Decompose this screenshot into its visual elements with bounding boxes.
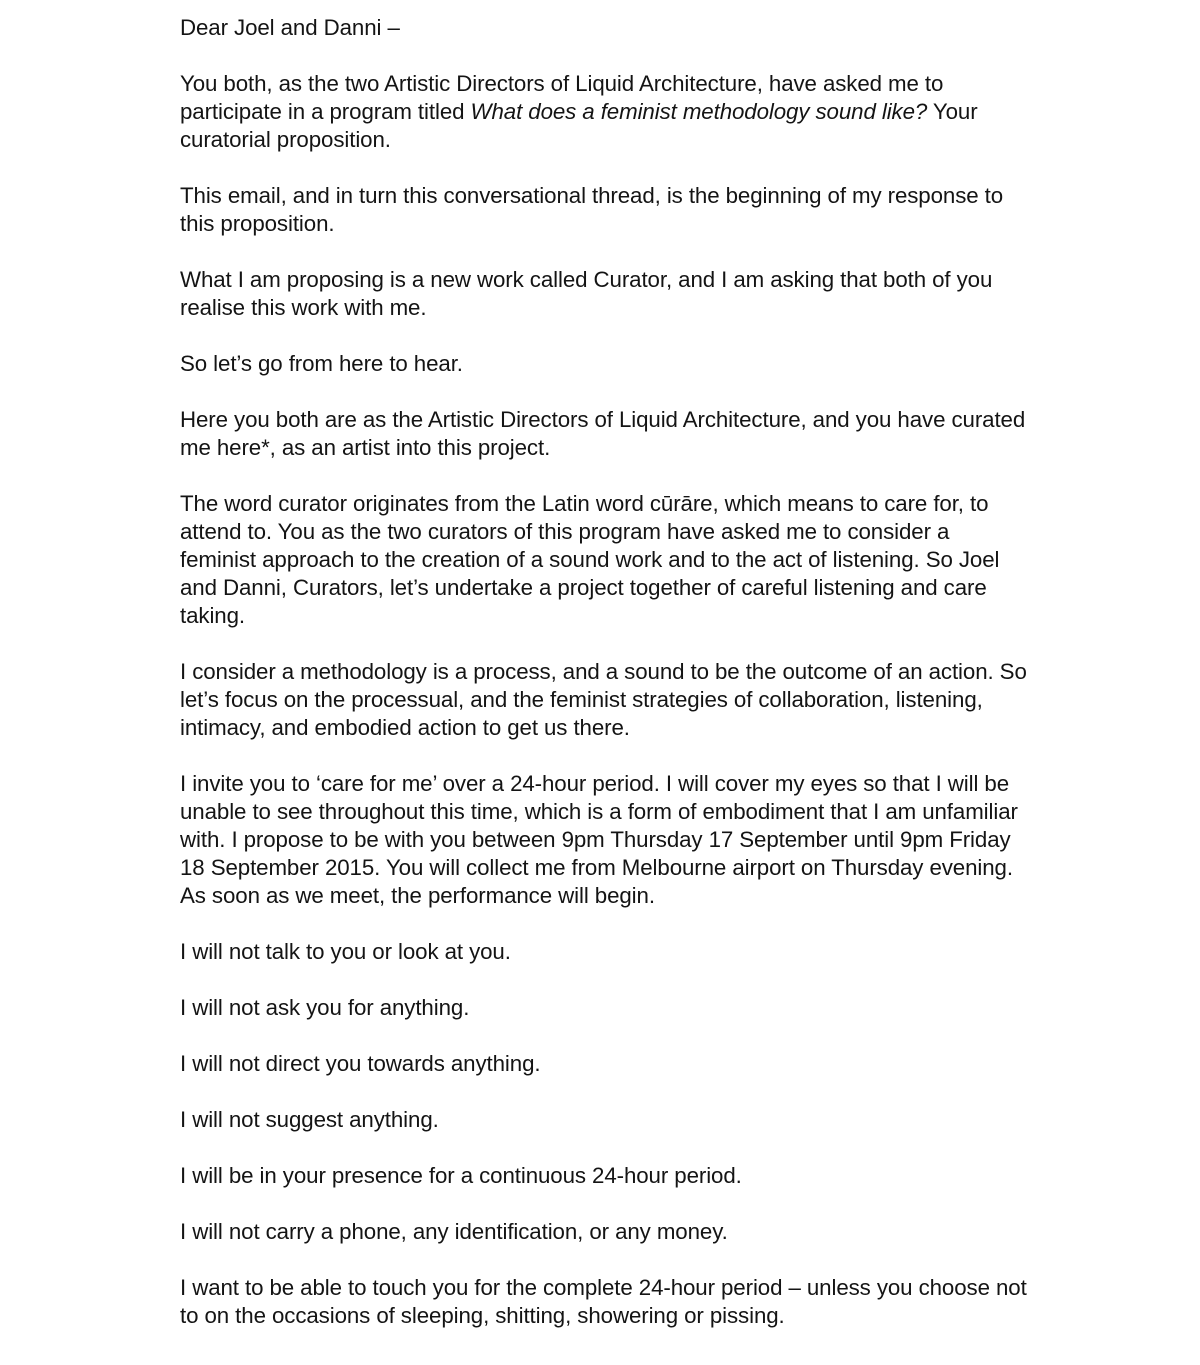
paragraph-response: This email, and in turn this conversational thread, is the beginning of my response to this proposition. [180,183,1004,236]
paragraph-touch: I want to be able to touch you for the complete 24-hour period – unless you choose not to on the occasions of sleeping, shitting, showering or pissing. [180,1275,1027,1328]
paragraph-invitation: I invite you to ‘care for me’ over a 24-hour period. I will cover my eyes so that I will be unable to see throughout this time, which is a form of embodiment that I am unfamiliar with. I propose to be with you between 9pm Thursday 17 September until 9pm Friday 18 September 2015. You will collect me from Melbourne airport on Thursday evening. As soon as we meet, the performance will begin. [180,771,1018,908]
letter-body [180,14,1030,1330]
paragraph-methodology: I consider a methodology is a process, and a sound to be the outcome of an action. So let’s focus on the processual, and the feminist strategies of collaboration, listening, intimacy, and embodied action to get us there. [180,659,1027,740]
salutation: Dear Joel and Danni – [180,15,400,40]
paragraph-rule: I will not carry a phone, any identification, or any money. [180,1219,728,1244]
paragraph-rule: I will be in your presence for a continuous 24-hour period. [180,1163,742,1188]
paragraph-text: Your curatorial proposition. [180,99,978,152]
paragraph-rule: I will not ask you for anything. [180,995,470,1020]
paragraph-curated: Here you both are as the Artistic Directors of Liquid Architecture, and you have curated me here*, as an artist into this project. [180,407,1026,460]
paragraph-rule: I will not direct you towards anything. [180,1051,541,1076]
paragraph-text: You both, as the two Artistic Directors of Liquid Architecture, have asked me to participate in a program titled [180,71,944,124]
program-title: What does a feminist methodology sound like? [470,99,928,124]
paragraph-proposal: What I am proposing is a new work called Curator, and I am asking that both of you realise this work with me. [180,267,993,320]
paragraph-hear: So let’s go from here to hear. [180,351,463,376]
paragraph-rule: I will not suggest anything. [180,1107,439,1132]
paragraph-curator-meaning: The word curator originates from the Latin word cūrāre, which means to care for, to attend to. You as the two curators of this program have asked me to consider a feminist approach to the creation of a sound work and to the act of listening. So Joel and Danni, Curators, let’s undertake a project together of careful listening and care taking. [180,491,1000,628]
paragraph-rule: I will not talk to you or look at you. [180,939,511,964]
paragraph-program-invitation [180,70,1030,154]
